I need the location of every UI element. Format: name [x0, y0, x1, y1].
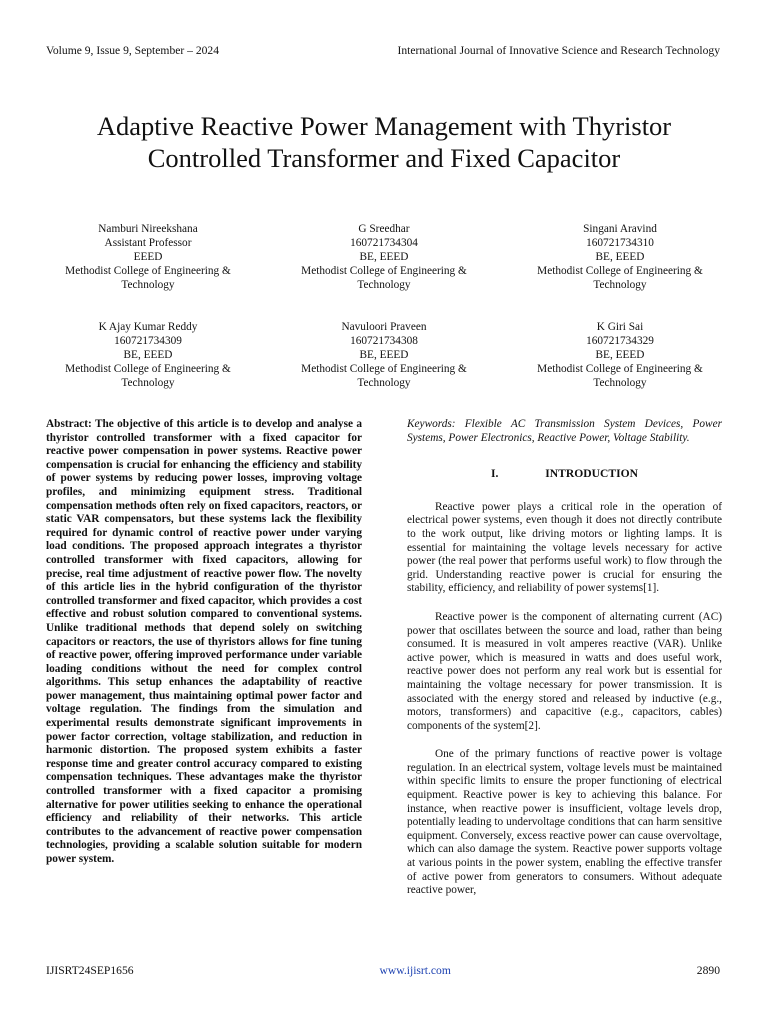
- author-block: [512, 222, 728, 292]
- author-name: G Sreedhar: [358, 223, 410, 235]
- author-affiliation: Methodist College of Engineering & Technology: [537, 363, 703, 389]
- author-affiliation: Methodist College of Engineering & Technology: [65, 265, 231, 291]
- author-name: Singani Aravind: [583, 223, 657, 235]
- author-affiliation: Methodist College of Engineering & Technology: [65, 363, 231, 389]
- author-row-2: [40, 320, 728, 390]
- author-dept: BE, EEED: [359, 251, 409, 263]
- section-heading: [407, 467, 722, 481]
- author-block: [40, 222, 256, 292]
- author-name: Namburi Nireekshana: [98, 223, 198, 235]
- author-dept: EEED: [133, 251, 163, 263]
- journal-name: International Journal of Innovative Science and Research Technology: [397, 44, 720, 57]
- keywords: Keywords: Flexible AC Transmission System Devices, Power Systems, Power Electronics, Reactive Power, Voltage Stability.: [407, 418, 722, 444]
- author-dept: BE, EEED: [595, 349, 645, 361]
- author-block: [276, 320, 492, 390]
- journal-link[interactable]: www.ijisrt.com: [379, 964, 451, 977]
- author-id: 160721734310: [586, 237, 654, 249]
- paper-title: Adaptive Reactive Power Management with Thyristor Controlled Transformer and Fixed Capacitor: [96, 110, 672, 173]
- running-header: [46, 44, 720, 58]
- paper-id: IJISRT24SEP1656: [46, 964, 134, 977]
- author-block: [276, 222, 492, 292]
- left-column: [46, 418, 362, 867]
- body-paragraph: Reactive power plays a critical role in the operation of electrical power systems, even though it does not directly contribute to the work output, like driving motors or lighting lamps. It is essential for maintaining the voltage levels necessary for active power (the real power that performs useful work) to flow through the grid. Understanding reactive power is crucial for ensuring the stability, efficiency, and reliability of power systems[1].: [407, 500, 722, 595]
- author-dept: BE, EEED: [595, 251, 645, 263]
- author-id: 160721734304: [350, 237, 418, 249]
- author-name: Navuloori Praveen: [341, 321, 427, 333]
- author-id: 160721734309: [114, 335, 182, 347]
- author-affiliation: Methodist College of Engineering & Technology: [537, 265, 703, 291]
- author-name: K Ajay Kumar Reddy: [98, 321, 198, 333]
- body-paragraph: Reactive power is the component of alternating current (AC) power that oscillates between the source and load, rather than being consumed. It is measured in volt amperes reactive (VAR). Unlike active power, which is measured in watts and does useful work, reactive power does not perform any real work but is essential for maintaining the voltage necessary for power transmission. It is associated with the energy stored and released by inductive (e.g., motors, transformers) and capacitive (e.g., capacitors, cables) components of the system[2].: [407, 610, 722, 732]
- abstract: Abstract: The objective of this article is to develop and analyse a thyristor controlled transformer with a fixed capacitor for reactive power compensation in power systems. Reactive power compensation is crucial for enhancing the efficiency and stability of power systems by reducing power losses, improving voltage profiles, and minimizing equipment stress. Traditional compensation methods often rely on fixed capacitors, reactors, or static VAR compensators, but these systems lack the flexibility required for dynamic control of reactive power under varying load conditions. The proposed approach integrates a thyristor controlled transformer with fixed capacitors, allowing for precise, real time adjustment of reactive power flow. The novelty of this article lies in the hybrid configuration of the thyristor controlled transformer and fixed capacitor, which provides a cost effective and robust solution compared to conventional systems. Unlike traditional methods that depend solely on switching capacitors or reactors, the use of thyristors allows for fine tuning of reactive power, offering improved performance under variable loading conditions without the need for complex control algorithms. This setup enhances the adaptability of reactive power management, thus maintaining optimal power factor and voltage regulation. The findings from the simulation and experimental results demonstrate significant improvements in power factor correction, voltage stabilization, and reduction in harmonic distortion. The proposed system exhibits a faster response time and greater control accuracy compared to existing compensation techniques. These advantages make the thyristor controlled transformer with a fixed capacitor a promising alternative for power utilities seeking to enhance the operational efficiency and reliability of their networks. This article contributes to the advancement of reactive power compensation technologies, providing a scalable solution suitable for modern power system.: [46, 418, 362, 865]
- author-block: [512, 320, 728, 390]
- section-number: I.: [490, 467, 499, 481]
- author-id: 160721734308: [350, 335, 418, 347]
- author-row-1: [40, 222, 728, 292]
- author-name: K Giri Sai: [596, 321, 644, 333]
- body-paragraph: One of the primary functions of reactive power is voltage regulation. In an electrical system, voltage levels must be maintained within specific limits to ensure the proper functioning of electrical equipment. Reactive power is key to achieving this balance. For instance, when reactive power is insufficient, voltage levels drop, potentially leading to undervoltage conditions that can harm sensitive equipment. Conversely, excess reactive power can cause overvoltage, which can also damage the system. Reactive power supports voltage at various points in the power system, enabling the effective transfer of active power from generators to consumers. Without adequate reactive power,: [407, 748, 722, 897]
- author-dept: BE, EEED: [359, 349, 409, 361]
- author-affiliation: Methodist College of Engineering & Technology: [301, 363, 467, 389]
- journal-issue: Volume 9, Issue 9, September – 2024: [46, 44, 220, 57]
- running-footer: [46, 964, 720, 977]
- author-id: Assistant Professor: [104, 237, 192, 249]
- section-title: INTRODUCTION: [545, 467, 639, 481]
- page-number: 2890: [696, 964, 720, 977]
- author-dept: BE, EEED: [123, 349, 173, 361]
- author-block: [40, 320, 256, 390]
- author-id: 160721734329: [586, 335, 654, 347]
- author-affiliation: Methodist College of Engineering & Technology: [301, 265, 467, 291]
- right-column: [407, 418, 722, 913]
